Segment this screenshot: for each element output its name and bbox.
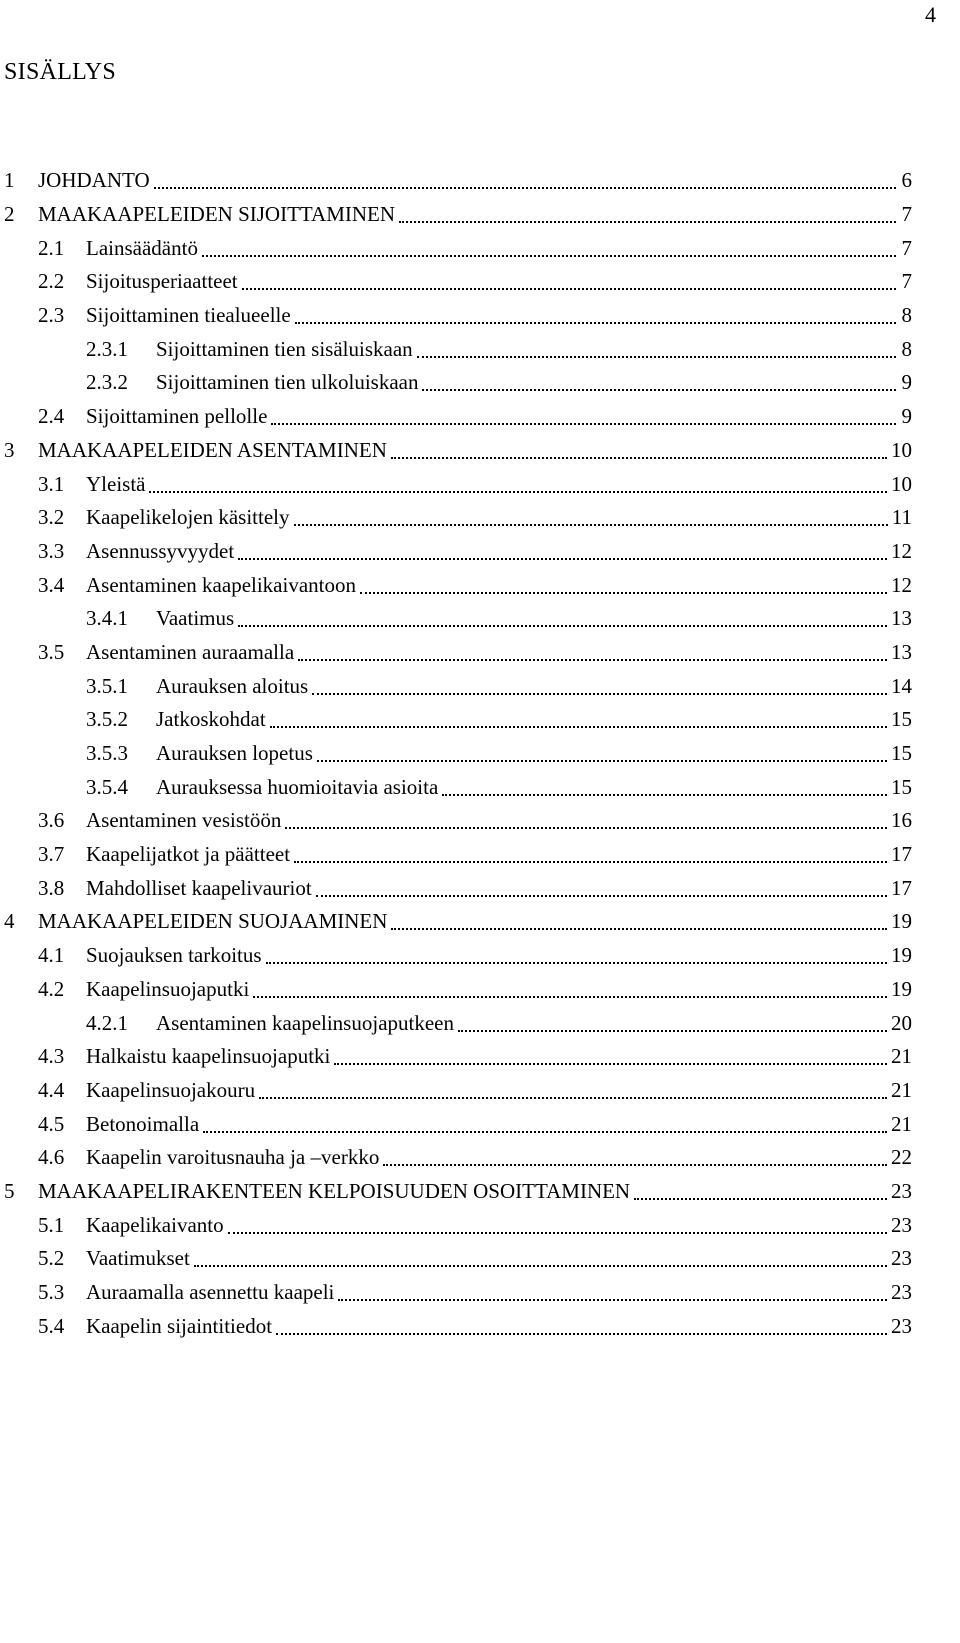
toc-dot-leader: [391, 436, 887, 459]
toc-dot-leader: [253, 975, 887, 998]
toc-dot-leader: [634, 1177, 887, 1200]
toc-entry[interactable]: [0, 1141, 912, 1175]
toc-entry-number: 2.3.1: [86, 336, 128, 361]
toc-dot-leader: [203, 1110, 887, 1133]
toc-entry-page: 10: [891, 471, 912, 496]
toc-dot-leader: [194, 1244, 887, 1267]
toc-entry-number: 4.3: [38, 1044, 65, 1069]
table-of-contents: [0, 164, 912, 1343]
toc-dot-leader: [458, 1009, 887, 1032]
toc-entry-title: MAAKAAPELEIDEN SUOJAAMINEN: [38, 909, 388, 934]
toc-entry-title: Vaatimus: [156, 606, 235, 631]
toc-entry[interactable]: [0, 467, 912, 501]
toc-entry[interactable]: [0, 1242, 912, 1276]
toc-entry-page: 9: [901, 370, 912, 395]
toc-entry[interactable]: [0, 265, 912, 299]
toc-entry-number: 3.7: [38, 842, 65, 867]
toc-entry-number: 3.4: [38, 572, 65, 597]
toc-entry-page: 10: [891, 437, 912, 462]
toc-entry[interactable]: [0, 164, 912, 198]
toc-entry-page: 8: [901, 336, 912, 361]
toc-dot-leader: [202, 234, 896, 257]
toc-entry-title: Asentaminen kaapelinsuojaputkeen: [156, 1010, 454, 1035]
toc-entry[interactable]: [0, 434, 912, 468]
toc-entry[interactable]: [0, 501, 912, 535]
toc-entry-title: Sijoittaminen pellolle: [86, 404, 268, 429]
toc-entry[interactable]: [0, 703, 912, 737]
toc-entry-number: 5.3: [38, 1280, 65, 1305]
toc-entry-page: 9: [901, 404, 912, 429]
toc-entry-title: Asentaminen kaapelikaivantoon: [86, 572, 356, 597]
toc-entry-page: 19: [891, 943, 912, 968]
toc-entry-page: 21: [891, 1111, 912, 1136]
toc-dot-leader: [228, 1211, 887, 1234]
toc-entry-number: 4.6: [38, 1145, 65, 1170]
toc-entry-page: 8: [901, 303, 912, 328]
toc-entry[interactable]: [0, 366, 912, 400]
toc-dot-leader: [383, 1143, 887, 1166]
toc-entry-title: Kaapelinsuojaputki: [86, 976, 250, 1001]
toc-entry-title: Kaapelikelojen käsittely: [86, 505, 290, 530]
toc-entry-page: 7: [901, 269, 912, 294]
toc-entry-title: Auraamalla asennettu kaapeli: [86, 1280, 335, 1305]
toc-entry-page: 13: [891, 606, 912, 631]
toc-dot-leader: [259, 1076, 887, 1099]
toc-entry-number: 2.3: [38, 303, 65, 328]
toc-entry-page: 11: [891, 505, 912, 530]
toc-entry-title: Vaatimukset: [86, 1246, 190, 1271]
toc-entry[interactable]: [0, 1276, 912, 1310]
toc-entry[interactable]: [0, 871, 912, 905]
toc-entry-number: 5.2: [38, 1246, 65, 1271]
toc-entry-number: 4.1: [38, 943, 65, 968]
toc-entry-page: 6: [901, 168, 912, 193]
toc-entry[interactable]: [0, 198, 912, 232]
toc-entry[interactable]: [0, 1208, 912, 1242]
toc-entry[interactable]: [0, 299, 912, 333]
toc-entry-number: 5.4: [38, 1313, 65, 1338]
toc-entry-number: 2.4: [38, 404, 65, 429]
toc-dot-leader: [242, 267, 896, 290]
toc-entry[interactable]: [0, 905, 912, 939]
toc-entry-page: 23: [891, 1313, 912, 1338]
toc-entry-title: Kaapelijatkot ja päätteet: [86, 842, 291, 867]
toc-entry-page: 21: [891, 1044, 912, 1069]
toc-dot-leader: [399, 200, 896, 223]
toc-entry-title: Aurauksessa huomioitavia asioita: [156, 774, 439, 799]
toc-dot-leader: [391, 907, 887, 930]
toc-entry-title: Aurauksen lopetus: [156, 741, 313, 766]
toc-entry-number: 2.1: [38, 235, 65, 260]
page-number: 4: [925, 2, 936, 27]
toc-entry-title: Sijoittaminen tien ulkoluiskaan: [156, 370, 419, 395]
toc-entry[interactable]: [0, 939, 912, 973]
toc-entry-title: Aurauksen aloitus: [156, 673, 309, 698]
toc-entry-number: 2: [4, 202, 15, 227]
toc-entry-title: Jatkoskohdat: [156, 707, 266, 732]
toc-dot-leader: [285, 806, 887, 829]
toc-entry[interactable]: [0, 669, 912, 703]
toc-entry-title: MAAKAAPELEIDEN ASENTAMINEN: [38, 437, 387, 462]
toc-entry[interactable]: [0, 1175, 912, 1209]
toc-entry-page: 14: [891, 673, 912, 698]
toc-dot-leader: [238, 604, 887, 627]
toc-entry-number: 5: [4, 1178, 15, 1203]
toc-dot-leader: [270, 705, 887, 728]
toc-entry[interactable]: [0, 568, 912, 602]
toc-dot-leader: [149, 470, 887, 493]
toc-dot-leader: [312, 672, 887, 695]
toc-entry-number: 3.5.2: [86, 707, 128, 732]
toc-dot-leader: [360, 571, 887, 594]
toc-entry-page: 23: [891, 1212, 912, 1237]
toc-dot-leader: [417, 335, 896, 358]
toc-dot-leader: [294, 840, 887, 863]
toc-entry-title: Kaapelin varoitusnauha ja –verkko: [86, 1145, 380, 1170]
toc-dot-leader: [238, 537, 887, 560]
toc-entry[interactable]: [0, 400, 912, 434]
toc-entry-number: 2.2: [38, 269, 65, 294]
toc-entry-page: 20: [891, 1010, 912, 1035]
toc-dot-leader: [338, 1278, 887, 1301]
toc-entry-title: JOHDANTO: [38, 168, 150, 193]
toc-entry-page: 13: [891, 639, 912, 664]
toc-entry-title: Asennussyvyydet: [86, 538, 235, 563]
toc-entry[interactable]: [0, 231, 912, 265]
toc-entry-page: 17: [891, 842, 912, 867]
toc-dot-leader: [317, 739, 887, 762]
toc-dot-leader: [442, 773, 887, 796]
toc-entry-page: 12: [891, 538, 912, 563]
toc-entry-number: 3.5.4: [86, 774, 128, 799]
toc-entry-number: 3.8: [38, 875, 65, 900]
toc-dot-leader: [266, 941, 887, 964]
toc-dot-leader: [154, 166, 896, 189]
toc-entry-page: 21: [891, 1077, 912, 1102]
toc-entry-title: MAAKAAPELIRAKENTEEN KELPOISUUDEN OSOITTAMINEN: [38, 1178, 631, 1203]
toc-entry-title: Sijoitusperiaatteet: [86, 269, 238, 294]
toc-entry-title: Kaapelikaivanto: [86, 1212, 224, 1237]
toc-entry-title: Sijoittaminen tiealueelle: [86, 303, 291, 328]
toc-entry-number: 3.5.1: [86, 673, 128, 698]
toc-entry-number: 3.4.1: [86, 606, 128, 631]
toc-entry[interactable]: [0, 636, 912, 670]
toc-entry[interactable]: [0, 1309, 912, 1343]
toc-dot-leader: [294, 503, 888, 526]
toc-dot-leader: [316, 874, 887, 897]
toc-entry-page: 16: [891, 808, 912, 833]
toc-entry-page: 23: [891, 1178, 912, 1203]
toc-entry-number: 3.1: [38, 471, 65, 496]
toc-entry[interactable]: [0, 770, 912, 804]
toc-entry[interactable]: [0, 1040, 912, 1074]
toc-dot-leader: [422, 368, 896, 391]
toc-entry-title: Betonoimalla: [86, 1111, 200, 1136]
toc-entry[interactable]: [0, 535, 912, 569]
toc-entry[interactable]: [0, 332, 912, 366]
toc-entry-title: Yleistä: [86, 471, 146, 496]
toc-entry-page: 23: [891, 1246, 912, 1271]
toc-entry-title: Kaapelin sijaintitiedot: [86, 1313, 273, 1338]
toc-entry-number: 3.6: [38, 808, 65, 833]
toc-entry-title: Asentaminen auraamalla: [86, 639, 295, 664]
toc-entry-number: 3.5.3: [86, 741, 128, 766]
toc-entry-page: 7: [901, 235, 912, 260]
toc-entry[interactable]: [0, 1006, 912, 1040]
toc-entry[interactable]: [0, 804, 912, 838]
toc-entry-page: 19: [891, 976, 912, 1001]
toc-entry-page: 15: [891, 741, 912, 766]
toc-entry-title: Lainsäädäntö: [86, 235, 198, 260]
toc-dot-leader: [295, 301, 896, 324]
toc-entry-page: 15: [891, 774, 912, 799]
toc-dot-leader: [334, 1042, 887, 1065]
toc-entry-number: 4.2.1: [86, 1010, 128, 1035]
toc-entry-title: Mahdolliset kaapelivauriot: [86, 875, 312, 900]
toc-heading: SISÄLLYS: [4, 59, 117, 85]
toc-entry-number: 4: [4, 909, 15, 934]
toc-entry-number: 2.3.2: [86, 370, 128, 395]
toc-entry-page: 22: [891, 1145, 912, 1170]
toc-entry[interactable]: [0, 1107, 912, 1141]
toc-entry-number: 5.1: [38, 1212, 65, 1237]
toc-entry-title: Halkaistu kaapelinsuojaputki: [86, 1044, 331, 1069]
toc-entry-title: Asentaminen vesistöön: [86, 808, 282, 833]
toc-dot-leader: [298, 638, 887, 661]
toc-entry[interactable]: [0, 838, 912, 872]
toc-entry-number: 3.5: [38, 639, 65, 664]
toc-entry-title: Sijoittaminen tien sisäluiskaan: [156, 336, 413, 361]
toc-entry-number: 3: [4, 437, 15, 462]
toc-entry-number: 1: [4, 168, 15, 193]
toc-entry-number: 3.3: [38, 538, 65, 563]
toc-entry-page: 12: [891, 572, 912, 597]
toc-entry[interactable]: [0, 602, 912, 636]
toc-entry-number: 3.2: [38, 505, 65, 530]
toc-entry-page: 7: [901, 202, 912, 227]
toc-entry[interactable]: [0, 737, 912, 771]
toc-entry-page: 23: [891, 1280, 912, 1305]
toc-entry-title: Kaapelinsuojakouru: [86, 1077, 256, 1102]
toc-dot-leader: [276, 1312, 887, 1335]
toc-dot-leader: [271, 402, 896, 425]
toc-entry-page: 15: [891, 707, 912, 732]
toc-entry-title: Suojauksen tarkoitus: [86, 943, 262, 968]
toc-entry-page: 17: [891, 875, 912, 900]
toc-entry-title: MAAKAAPELEIDEN SIJOITTAMINEN: [38, 202, 396, 227]
toc-entry[interactable]: [0, 973, 912, 1007]
toc-entry[interactable]: [0, 1074, 912, 1108]
toc-entry-number: 4.4: [38, 1077, 65, 1102]
toc-entry-page: 19: [891, 909, 912, 934]
toc-entry-number: 4.5: [38, 1111, 65, 1136]
toc-entry-number: 4.2: [38, 976, 65, 1001]
